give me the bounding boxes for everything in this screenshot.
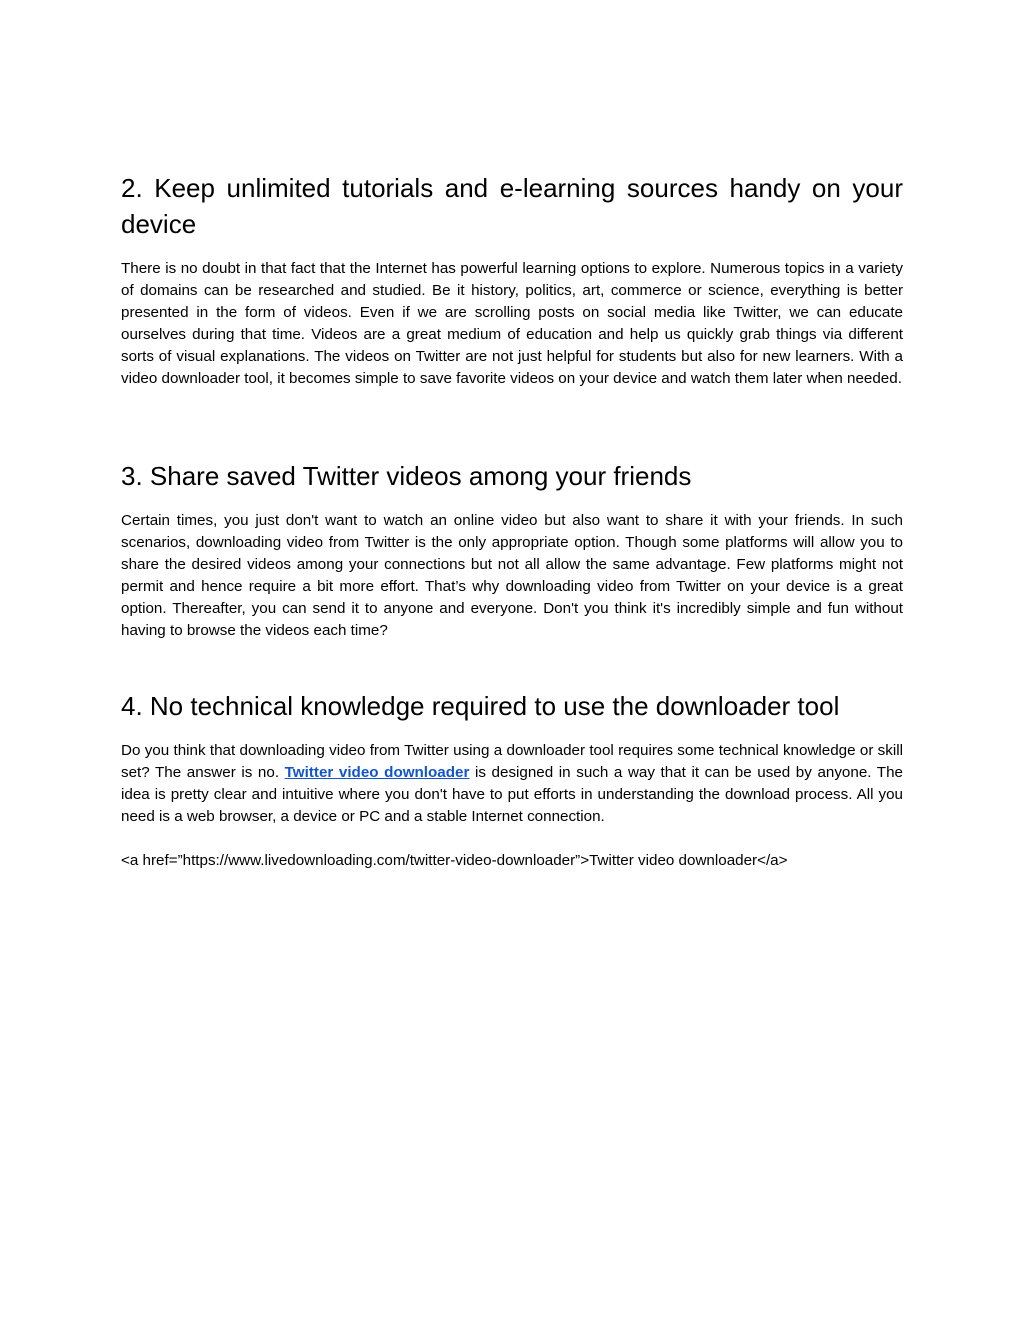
section-heading: 2. Keep unlimited tutorials and e-learning sources handy on your device [121,173,903,239]
paragraph-text-after-link: is designed in such a way that it can be used by anyone. The idea is pretty clear and intuitive where you don't have to put efforts in understanding the download process. All you need is a web browser, a device or PC and a stable Internet connection. [121,764,903,825]
section-paragraph: Certain times, you just don't want to watch an online video but also want to share it with your friends. In such scenarios, downloading video from Twitter is the only appropriate option. Though some platforms will allow you to share the desired videos among your connections but not all allow the same advantage. Few platforms might not permit and hence require a bit more effort. That’s why downloading video from Twitter on your device is a great option. Thereafter, you can send it to anyone and everyone. Don't you think it's incredibly simple and fun without having to browse the videos each time? [121,512,903,639]
twitter-video-downloader-link[interactable]: Twitter video downloader [284,764,470,781]
section-paragraph: There is no doubt in that fact that the Internet has powerful learning options to explore. Numerous topics in a variety of domains can be researched and studied. Be it history, politics, art, commerce or science, everything is better presented in the form of videos. Even if we are scrolling posts on social media like Twitter, we can educate ourselves during that time. Videos are a great medium of education and help us quickly grab things via different sorts of visual explanations. The videos on Twitter are not just helpful for students but also for new learners. With a video downloader tool, it becomes simple to save favorite videos on your device and watch them later when needed. [121,260,903,387]
section-keep-tutorials [121,170,903,390]
section-share-videos [121,458,903,642]
section-heading: 3. Share saved Twitter videos among your friends [121,461,692,491]
html-snippet-text: <a href=”https://www.livedownloading.com/twitter-video-downloader”>Twitter video downloader</a> [121,852,788,869]
section-no-technical-knowledge [121,688,903,872]
section-paragraph [121,740,903,828]
paragraph-text-before-link: Do you think that downloading video from Twitter using a downloader tool requires some technical knowledge or skill set? The answer is no. [121,742,903,781]
section-heading: 4. No technical knowledge required to use the downloader tool [121,691,840,721]
